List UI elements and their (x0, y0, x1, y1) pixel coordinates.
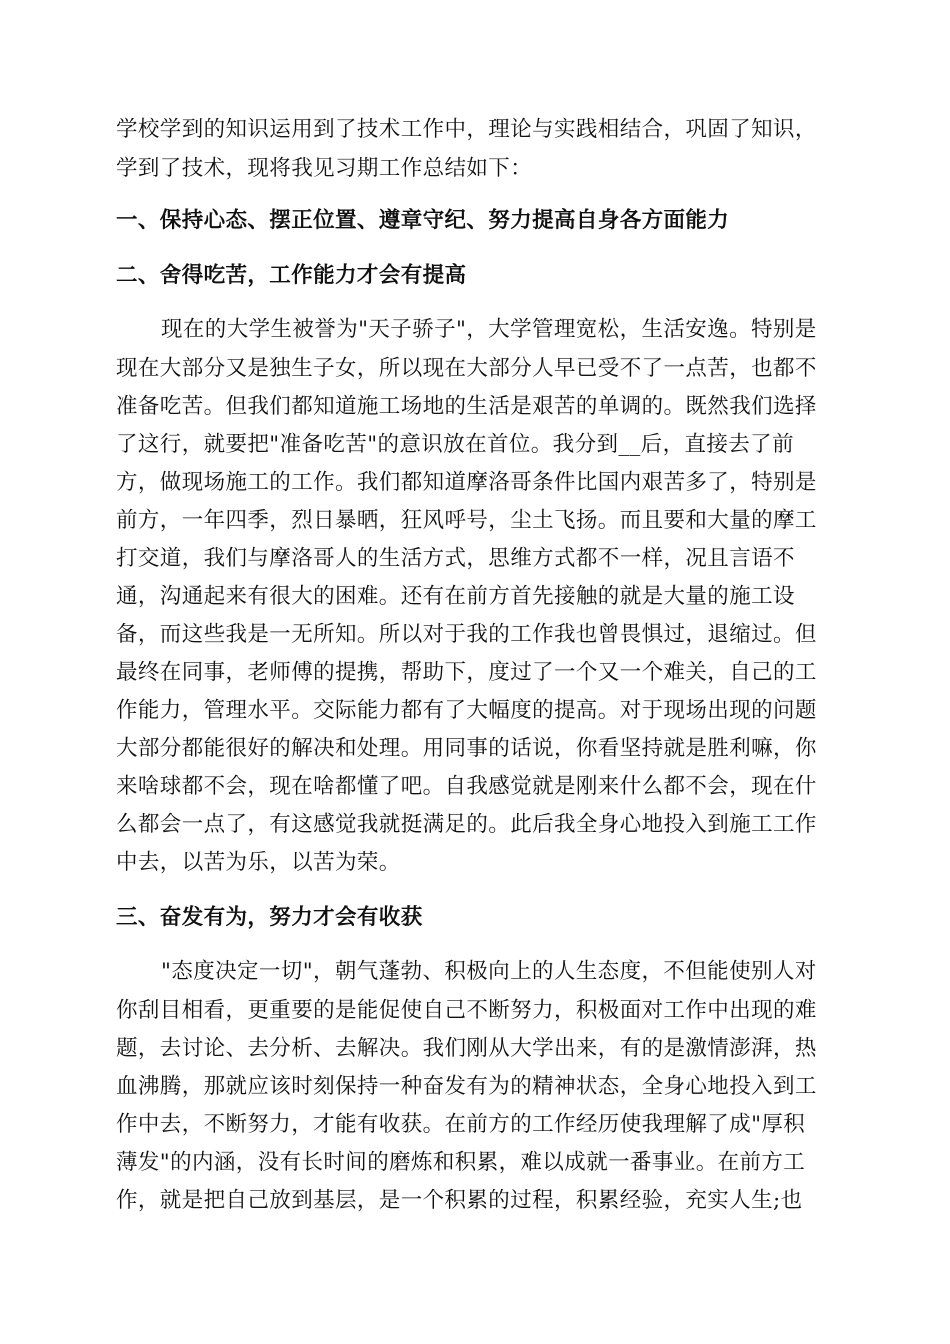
section2-line-6: 前方，一年四季，烈日暴晒，狂风呼号，尘土飞扬。而且要和大量的摩工 (116, 508, 817, 533)
section2-line-10: 最终在同事，老师傅的提携，帮助下，度过了一个又一个难关，自己的工 (116, 660, 817, 685)
section2-line-12: 大部分都能很好的解决和处理。用同事的话说，你看坚持就是胜利嘛，你 (116, 736, 817, 761)
section2-line-4: 了这行，就要把"准备吃苦"的意识放在首位。我分到__后，直接去了前 (116, 432, 794, 457)
section2-line-9: 备，而这些我是一无所知。所以对于我的工作我也曾畏惧过，退缩过。但 (116, 622, 817, 647)
intro-line-2: 学到了技术，现将我见习期工作总结如下： (116, 156, 533, 181)
section3-line-1: "态度决定一切"，朝气蓬勃、积极向上的人生态度，不但能使别人对 (161, 959, 817, 984)
section-heading-1: 一、保持心态、摆正位置、遵章守纪、努力提高自身各方面能力 (116, 208, 730, 233)
section2-line-3: 准备吃苦。但我们都知道施工场地的生活是艰苦的单调的。既然我们选择 (116, 394, 817, 419)
section2-line-5: 方，做现场施工的工作。我们都知道摩洛哥条件比国内艰苦多了，特别是 (116, 470, 817, 495)
section2-line-11: 作能力，管理水平。交际能力都有了大幅度的提高。对于现场出现的问题 (116, 698, 817, 723)
section3-line-4: 血沸腾，那就应该时刻保持一种奋发有为的精神状态，全身心地投入到工 (116, 1074, 817, 1099)
section-heading-3: 三、奋发有为，努力才会有收获 (116, 905, 423, 930)
section2-line-13: 来啥球都不会，现在啥都懂了吧。自我感觉就是刚来什么都不会，现在什 (116, 774, 817, 799)
intro-line-1: 学校学到的知识运用到了技术工作中，理论与实践相结合，巩固了知识， (116, 117, 817, 142)
section3-line-3: 题，去讨论、去分析、去解决。我们刚从大学出来，有的是激情澎湃，热 (116, 1036, 817, 1061)
section3-line-2: 你刮目相看，更重要的是能促使自己不断努力，积极面对工作中出现的难 (116, 998, 817, 1023)
section2-line-14: 么都会一点了，有这感觉我就挺满足的。此后我全身心地投入到施工工作 (116, 812, 817, 837)
section2-line-1: 现在的大学生被誉为"天子骄子"，大学管理宽松，生活安逸。特别是 (161, 317, 817, 342)
section2-line-15: 中去，以苦为乐，以苦为荣。 (116, 850, 401, 875)
section2-line-7: 打交道，我们与摩洛哥人的生活方式，思维方式都不一样，况且言语不 (116, 546, 795, 571)
section-heading-2: 二、舍得吃苦，工作能力才会有提高 (116, 263, 467, 288)
section3-line-6: 薄发"的内涵，没有长时间的磨炼和积累，难以成就一番事业。在前方工 (116, 1150, 806, 1175)
section2-line-2: 现在大部分又是独生子女，所以现在大部分人早已受不了一点苦，也都不 (116, 356, 817, 381)
section3-line-7: 作，就是把自己放到基层，是一个积累的过程，积累经验，充实人生;也 (116, 1188, 803, 1213)
section3-line-5: 作中去，不断努力，才能有收获。在前方的工作经历使我理解了成"厚积 (116, 1112, 806, 1137)
section2-line-8: 通，沟通起来有很大的困难。还有在前方首先接触的就是大量的施工设 (116, 584, 795, 609)
